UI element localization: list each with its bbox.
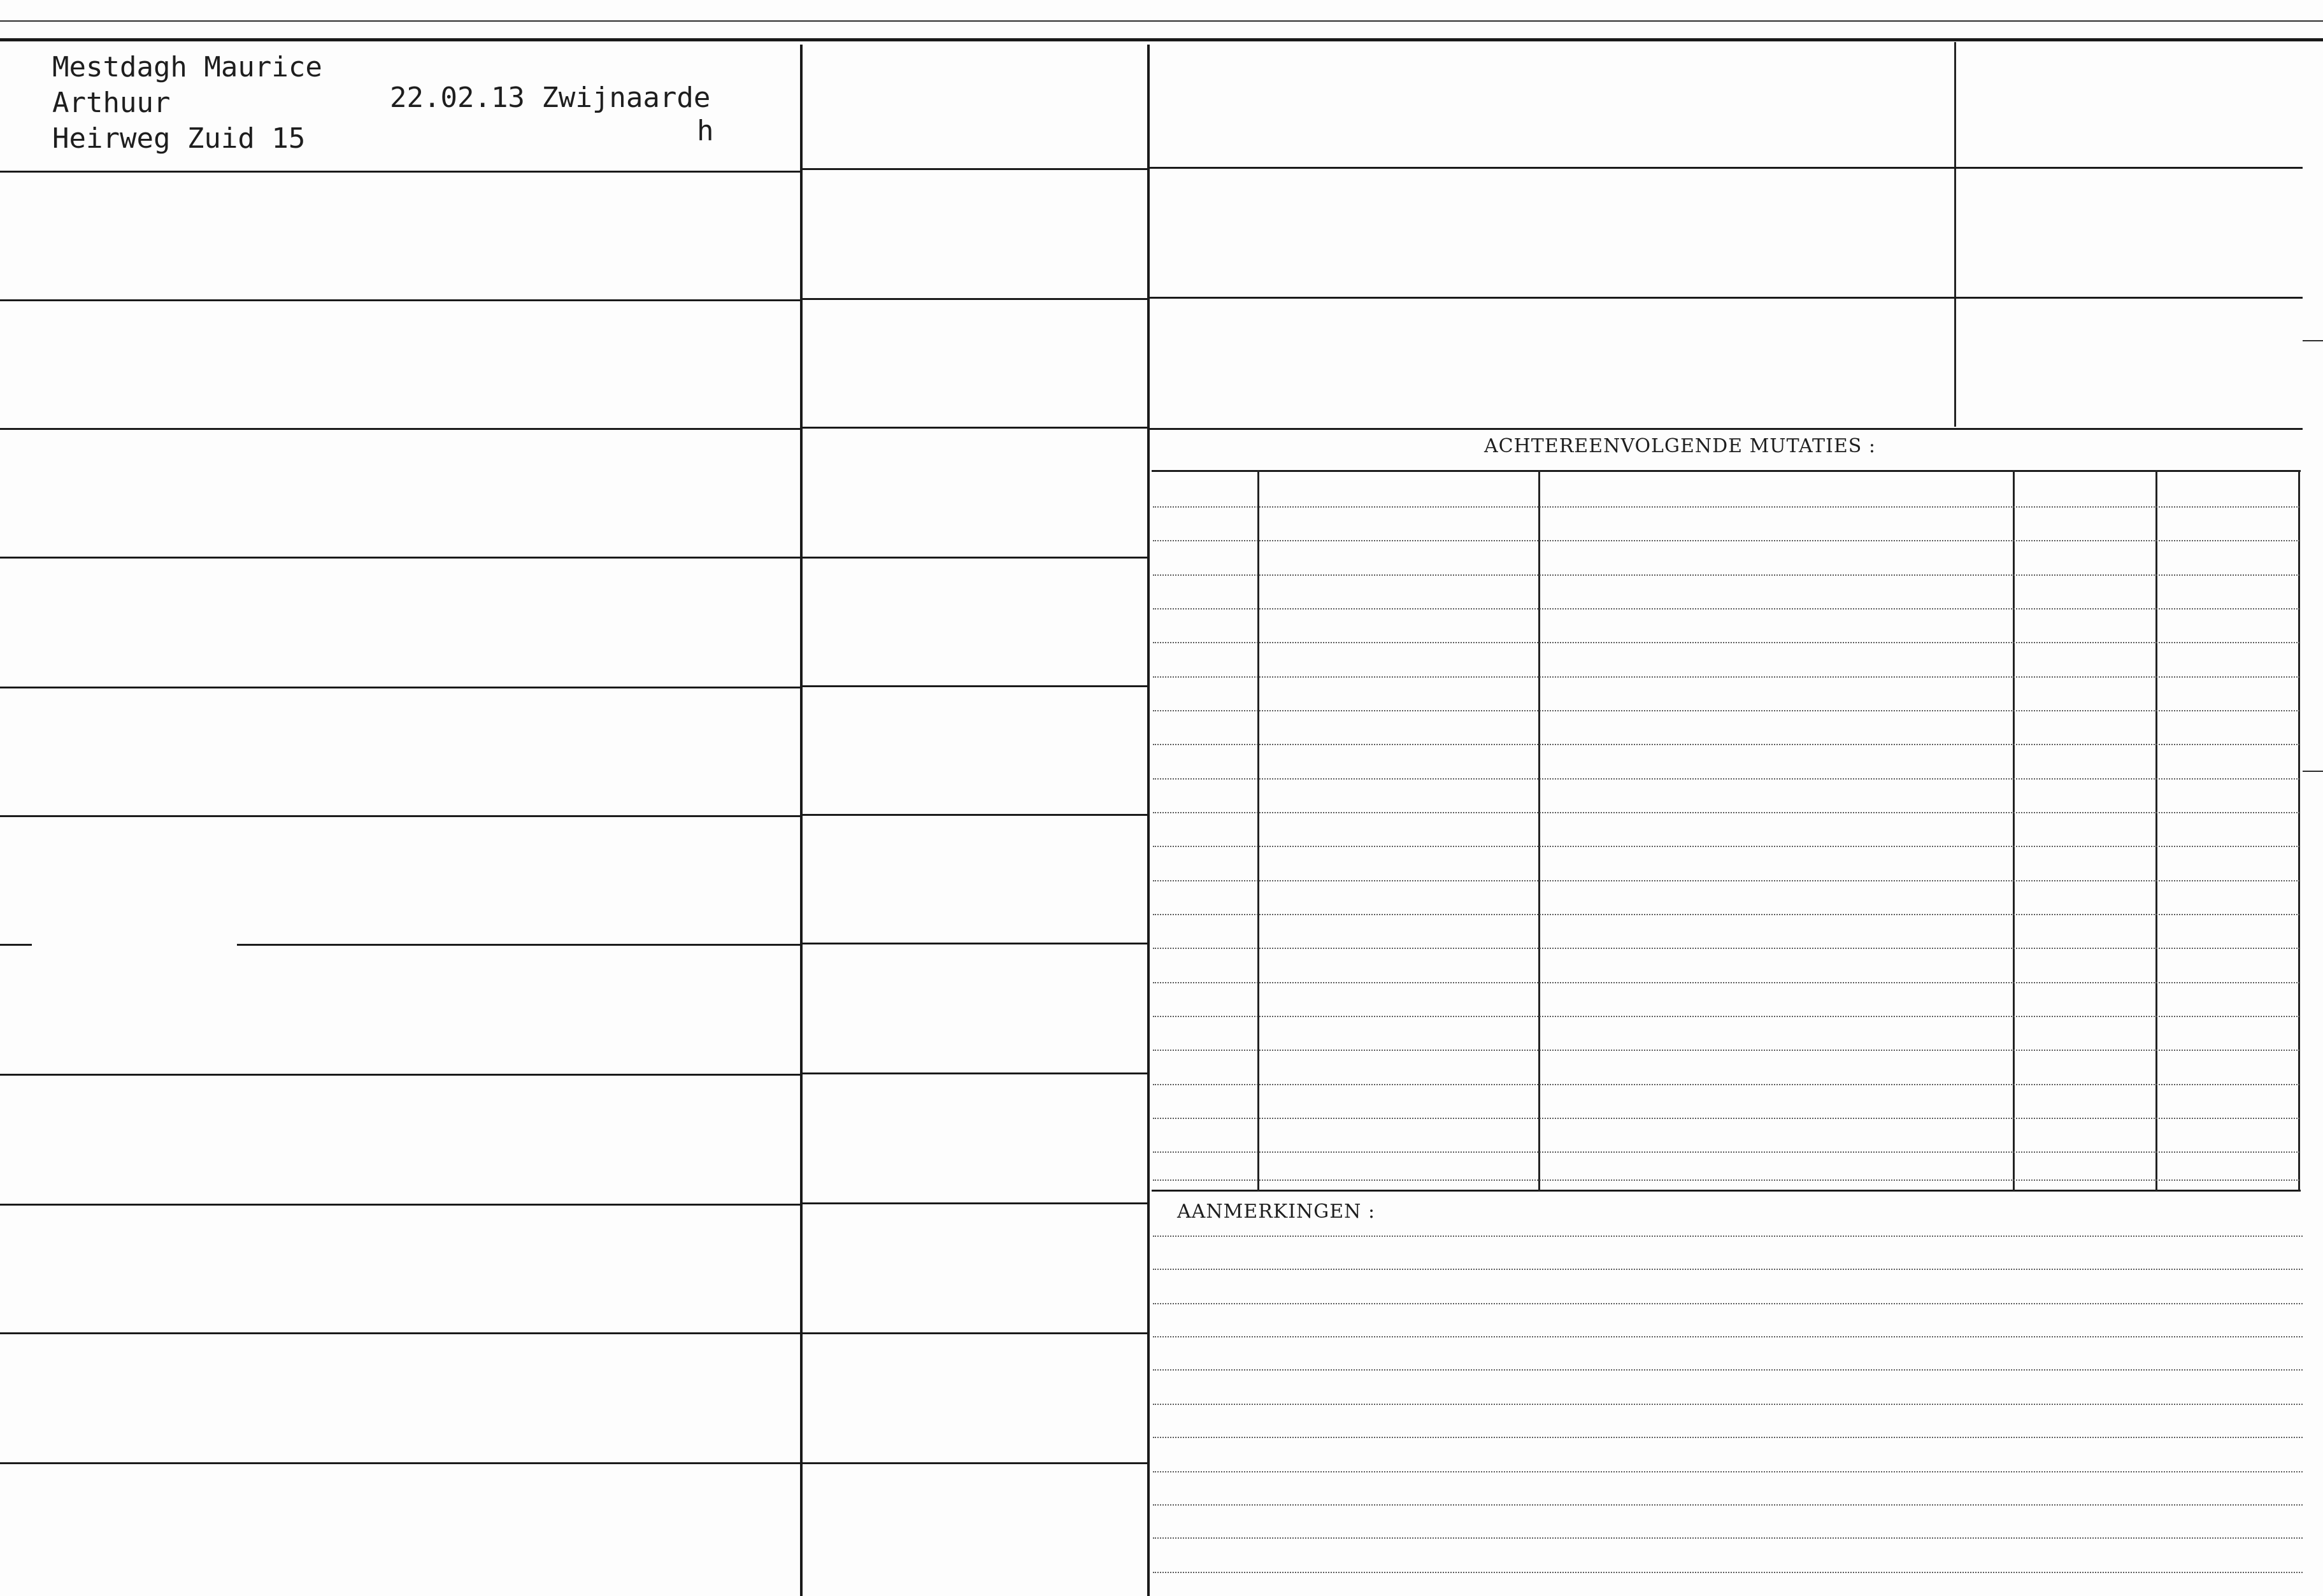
mutations-dotted-row xyxy=(1153,778,2299,780)
mutations-col-2 xyxy=(1538,470,1540,1191)
right-edge-tick xyxy=(2303,340,2323,341)
middle-row-line xyxy=(801,1202,1148,1204)
left-row-line xyxy=(0,1204,801,1206)
mutations-dotted-row xyxy=(1153,1179,2299,1181)
mutations-dotted-row xyxy=(1153,710,2299,711)
mutations-dotted-row xyxy=(1153,642,2299,643)
mutations-table-top xyxy=(1152,470,2301,472)
mutations-col-3 xyxy=(2013,470,2015,1191)
person-first-name: Arthuur xyxy=(52,87,171,119)
left-row-line xyxy=(0,1462,801,1464)
left-row-line xyxy=(0,687,801,688)
middle-row-line xyxy=(801,557,1148,559)
remarks-dotted-line xyxy=(1153,1572,2303,1573)
person-address: Heirweg Zuid 15 xyxy=(52,122,306,155)
right-edge-tick xyxy=(2303,771,2323,772)
remarks-dotted-line xyxy=(1153,1404,2303,1405)
mutations-dotted-row xyxy=(1153,540,2299,541)
top-border-line-heavy xyxy=(0,38,2323,41)
mutations-dotted-row xyxy=(1153,1151,2299,1153)
top-border-line xyxy=(0,20,2323,22)
mutations-title: ACHTEREENVOLGENDE MUTATIES : xyxy=(1484,435,1876,457)
remarks-dotted-line xyxy=(1153,1369,2303,1371)
mutations-dotted-row xyxy=(1153,948,2299,949)
middle-row-line xyxy=(801,298,1148,300)
left-row-line-broken xyxy=(0,944,32,946)
mutations-dotted-row xyxy=(1153,1118,2299,1119)
left-row-line xyxy=(0,815,801,817)
mutations-dotted-row xyxy=(1153,574,2299,576)
right-row-line xyxy=(1150,167,2303,169)
right-row-line xyxy=(1150,297,2303,299)
remarks-dotted-line xyxy=(1153,1336,2303,1337)
remarks-dotted-line xyxy=(1153,1504,2303,1506)
middle-row-line xyxy=(801,943,1148,944)
column-divider-1 xyxy=(800,45,803,1596)
remarks-dotted-line xyxy=(1153,1537,2303,1539)
mutations-dotted-row xyxy=(1153,608,2299,609)
middle-row-line xyxy=(801,1072,1148,1074)
left-row-line xyxy=(237,944,801,946)
mutations-dotted-row xyxy=(1153,1084,2299,1085)
column-divider-3 xyxy=(1954,42,1956,427)
remarks-dotted-line xyxy=(1153,1303,2303,1304)
middle-row-line xyxy=(801,168,1148,170)
handwritten-mark: h xyxy=(697,115,714,147)
left-row-line xyxy=(0,557,801,559)
left-row-line xyxy=(0,299,801,301)
middle-row-line xyxy=(801,1462,1148,1464)
left-row-line xyxy=(0,171,801,173)
middle-row-line xyxy=(801,427,1148,429)
mutations-col-1 xyxy=(1257,470,1259,1191)
mutations-dotted-row xyxy=(1153,846,2299,847)
middle-row-line xyxy=(801,1332,1148,1334)
remarks-dotted-line xyxy=(1153,1471,2303,1472)
remarks-dotted-line xyxy=(1153,1437,2303,1438)
mutations-dotted-row xyxy=(1153,812,2299,813)
middle-row-line xyxy=(801,685,1148,687)
left-row-line xyxy=(0,1074,801,1076)
left-row-line xyxy=(0,1332,801,1334)
column-divider-2 xyxy=(1147,45,1150,1596)
remarks-title: AANMERKINGEN : xyxy=(1177,1201,1376,1223)
right-row-line xyxy=(1150,428,2303,430)
mutations-dotted-row xyxy=(1153,982,2299,983)
mutations-dotted-row xyxy=(1153,744,2299,745)
remarks-dotted-line xyxy=(1153,1269,2303,1270)
remarks-dotted-line xyxy=(1153,1236,2303,1237)
mutations-dotted-row xyxy=(1153,914,2299,915)
mutations-dotted-row xyxy=(1153,880,2299,881)
mutations-dotted-row xyxy=(1153,1016,2299,1017)
mutations-col-4 xyxy=(2155,470,2157,1191)
mutations-dotted-row xyxy=(1153,506,2299,508)
mutations-dotted-row xyxy=(1153,676,2299,678)
middle-row-line xyxy=(801,814,1148,816)
birth-date-place: 22.02.13 Zwijnaarde xyxy=(390,82,711,114)
mutations-table-bottom xyxy=(1152,1190,2301,1192)
mutations-col-5 xyxy=(2298,470,2300,1191)
mutations-dotted-row xyxy=(1153,1050,2299,1051)
left-row-line xyxy=(0,428,801,430)
person-name: Mestdagh Maurice xyxy=(52,51,322,83)
